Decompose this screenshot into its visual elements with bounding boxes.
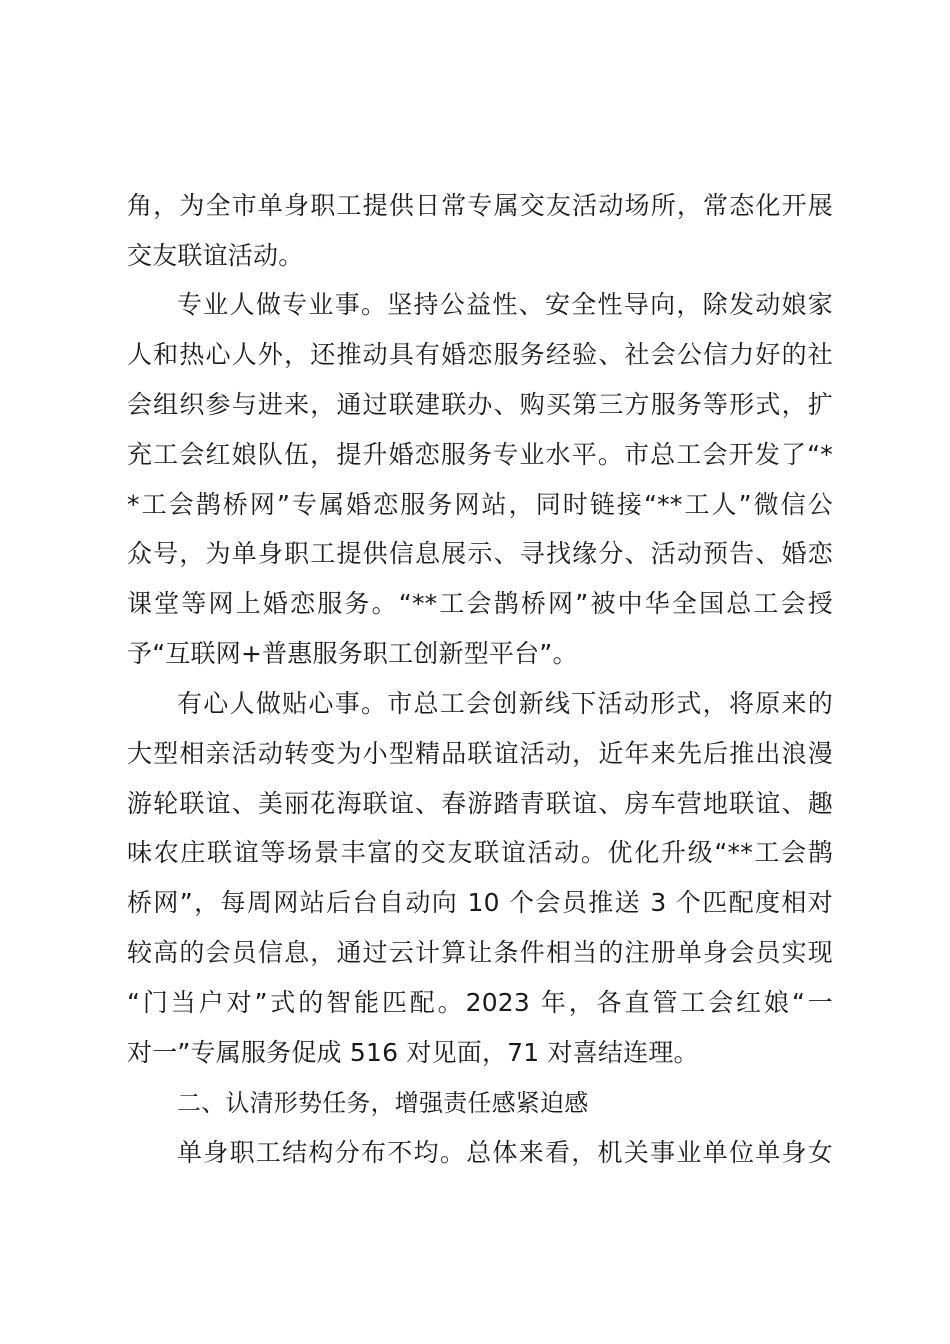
text-line: 予“互联网+普惠服务职工创新型平台”。 xyxy=(127,639,578,668)
paragraph-heading-line: 单身职工结构分布不均。总体来看，机关事业单位单身女 xyxy=(177,1138,833,1167)
text-line: 游轮联谊、美丽花海联谊、春游踏青联谊、房车营地联谊、趣 xyxy=(127,789,833,818)
paragraph-heading-line: 有心人做贴心事。市总工会创新线下活动形式，将原来的 xyxy=(177,689,833,718)
text-line: “门当户对”式的智能匹配。2023 年，各直管工会红娘“一 xyxy=(127,988,833,1017)
text-line: 对一”专属服务促成 516 对见面，71 对喜结连理。 xyxy=(127,1038,699,1067)
text-line: 交友联谊活动。 xyxy=(127,241,304,270)
text-line: 人和热心人外，还推动具有婚恋服务经验、社会公信力好的社 xyxy=(127,340,833,369)
text-line: 角，为全市单身职工提供日常专属交友活动场所，常态化开展 xyxy=(127,191,833,220)
paragraph-heading-line: 专业人做专业事。坚持公益性、安全性导向，除发动娘家 xyxy=(177,290,833,319)
text-line: 味农庄联谊等场景丰富的交友联谊活动。优化升级“**工会鹊 xyxy=(127,838,833,867)
text-line: 桥网”，每周网站后台自动向 10 个会员推送 3 个匹配度相对 xyxy=(127,888,833,917)
text-line: 充工会红娘队伍，提升婚恋服务专业水平。市总工会开发了“* xyxy=(127,440,833,469)
text-line: *工会鹊桥网”专属婚恋服务网站，同时链接“**工人”微信公 xyxy=(127,490,833,519)
section-heading: 二、认清形势任务，增强责任感紧迫感 xyxy=(177,1089,589,1117)
text-line: 较高的会员信息，通过云计算让条件相当的注册单身会员实现 xyxy=(127,938,833,967)
text-line: 会组织参与进来，通过联建联办、购买第三方服务等形式，扩 xyxy=(127,390,833,419)
text-line: 课堂等网上婚恋服务。“**工会鹊桥网”被中华全国总工会授 xyxy=(127,589,833,618)
text-line: 大型相亲活动转变为小型精品联谊活动，近年来先后推出浪漫 xyxy=(127,739,833,768)
text-line: 众号，为单身职工提供信息展示、寻找缘分、活动预告、婚恋 xyxy=(127,539,833,568)
